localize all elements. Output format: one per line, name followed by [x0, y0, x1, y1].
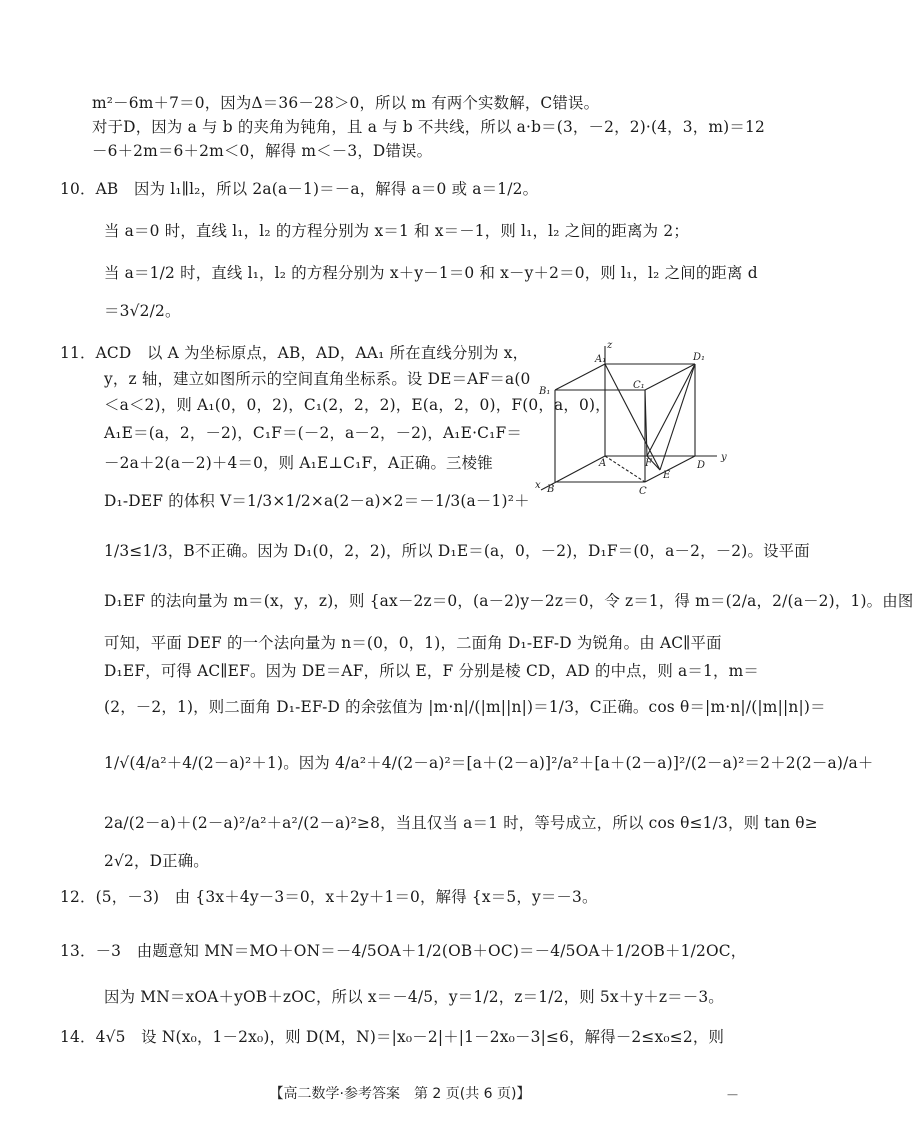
answer-line: 2√2，D正确。	[104, 852, 209, 870]
answer-line: D₁EF 的法向量为 m＝(x，y，z)，则 {ax－2z＝0，(a－2)y－2z＝0，令 z＝1，得 m＝(2/a，2/(a－2)，1)。由图	[104, 592, 913, 610]
cube-coordinate-figure	[535, 338, 735, 496]
answer-line: y，z 轴，建立如图所示的空间直角坐标系。设 DE＝AF＝a(0	[104, 370, 531, 388]
answer-line: 13．－3 由题意知 MN＝MO＋ON＝－4/5OA＋1/2(OB＋OC)＝－4/5OA＋1/2OB＋1/2OC，	[60, 942, 747, 960]
label-x: x	[535, 480, 541, 491]
label-d1: D₁	[693, 352, 706, 363]
label-e: E	[663, 470, 671, 481]
answer-line: －6＋2m＝6＋2m＜0，解得 m＜－3，D错误。	[92, 142, 433, 160]
label-z: z	[607, 340, 613, 351]
answer-line: －2a＋2(a－2)＋4＝0，则 A₁E⊥C₁F，A正确。三棱锥	[104, 454, 493, 472]
answer-line: ＜a＜2)，则 A₁(0，0，2)，C₁(2，2，2)，E(a，2，0)，F(0，a，0)，	[104, 396, 611, 414]
answer-line: 11．ACD 以 A 为坐标原点，AB，AD，AA₁ 所在直线分别为 x，	[60, 344, 529, 362]
answer-line: 1/3≤1/3，B不正确。因为 D₁(0，2，2)，所以 D₁E＝(a，0，－2)，D₁F＝(0，a－2，－2)。设平面	[104, 542, 810, 560]
label-a: A	[599, 458, 607, 469]
corner-mark: —	[727, 1088, 738, 1101]
label-b1: B₁	[539, 386, 551, 397]
answer-line: 10．AB 因为 l₁∥l₂，所以 2a(a－1)＝－a，解得 a＝0 或 a＝1/2。	[60, 180, 539, 198]
answer-line: A₁E＝(a，2，－2)，C₁F＝(－2，a－2，－2)，A₁E·C₁F＝	[104, 424, 522, 442]
answer-line: ＝3√2/2。	[104, 302, 181, 320]
answer-line: m²－6m＋7＝0，因为Δ＝36－28＞0，所以 m 有两个实数解，C错误。	[92, 94, 600, 112]
answer-line: (2，－2，1)，则二面角 D₁-EF-D 的余弦值为 |m·n|/(|m||n|)＝1/3，C正确。cos θ＝|m·n|/(|m||n|)＝	[104, 698, 826, 716]
answer-line: D₁-DEF 的体积 V＝1/3×1/2×a(2－a)×2＝－1/3(a－1)²＋	[104, 492, 530, 510]
answer-line: 14．4√5 设 N(x₀，1－2x₀)，则 D(M，N)＝|x₀－2|＋|1－2x₀－3|≤6，解得－2≤x₀≤2，则	[60, 1028, 725, 1046]
answer-line: D₁EF，可得 AC∥EF。因为 DE＝AF，所以 E，F 分别是棱 CD，AD 的中点，则 a＝1，m＝	[104, 662, 759, 680]
answer-line: 1/√(4/a²＋4/(2－a)²＋1)。因为 4/a²＋4/(2－a)²＝[a＋(2－a)]²/a²＋[a＋(2－a)]²/(2－a)²＝2＋2(2－a)/a＋	[104, 754, 874, 772]
label-a1: A₁	[595, 354, 607, 365]
answer-line: 对于D，因为 a 与 b 的夹角为钝角，且 a 与 b 不共线，所以 a·b＝(3，－2，2)·(4，3，m)＝12	[92, 118, 765, 136]
answer-line: 12．(5，－3) 由 {3x＋4y－3＝0，x＋2y＋1＝0，解得 {x＝5，y＝－3。	[60, 888, 598, 906]
label-b: B	[547, 484, 555, 495]
page-footer: 【高二数学·参考答案 第 2 页(共 6 页)】	[269, 1086, 531, 1102]
label-c: C	[639, 486, 647, 497]
label-d: D	[697, 460, 706, 471]
answer-line: 可知，平面 DEF 的一个法向量为 n＝(0，0，1)，二面角 D₁-EF-D 为锐角。由 AC∥平面	[104, 634, 722, 652]
label-c1: C₁	[633, 380, 645, 391]
answer-line: 因为 MN＝xOA＋yOB＋zOC，所以 x＝－4/5，y＝1/2，z＝1/2，则 5x＋y＋z＝－3。	[104, 988, 724, 1006]
label-y: y	[721, 452, 727, 463]
answer-line: 当 a＝1/2 时，直线 l₁，l₂ 的方程分别为 x＋y－1＝0 和 x－y＋2＝0，则 l₁，l₂ 之间的距离 d	[104, 264, 758, 282]
answer-line: 当 a＝0 时，直线 l₁，l₂ 的方程分别为 x＝1 和 x＝－1，则 l₁，l₂ 之间的距离为 2；	[104, 222, 689, 240]
answer-line: 2a/(2－a)＋(2－a)²/a²＋a²/(2－a)²≥8，当且仅当 a＝1 时，等号成立，所以 cos θ≤1/3，则 tan θ≥	[104, 814, 818, 832]
label-f: F	[645, 458, 652, 469]
